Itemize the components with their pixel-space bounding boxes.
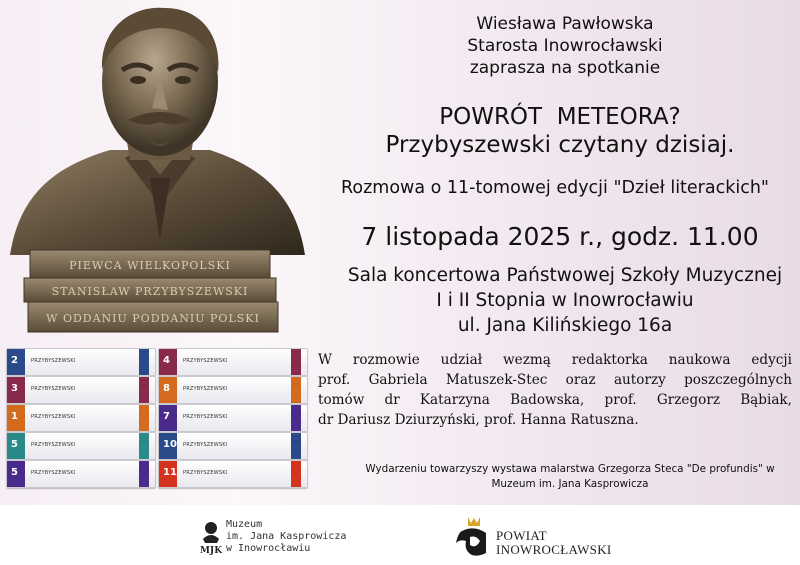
svg-text:MJK: MJK bbox=[199, 546, 223, 556]
note-line: Muzeum im. Jana Kasprowicza bbox=[491, 478, 649, 490]
description-line: prof. Gabriela Matuszek-Stec oraz autorzy poszczególnych bbox=[318, 372, 792, 388]
plinth-text-3: W ODDANIU PODDANIU POLSKI bbox=[46, 312, 260, 325]
crown-eagle-icon bbox=[452, 515, 494, 559]
venue-line-1: Sala koncertowa Państwowej Szkoły Muzycznej bbox=[347, 265, 783, 286]
book-volume: 8 PRZYBYSZEWSKI bbox=[158, 376, 308, 404]
event-title: POWRÓT METEORA? bbox=[439, 104, 681, 130]
event-title-2: Przybyszewski czytany dzisiaj. bbox=[385, 132, 735, 158]
book-volume: 7 PRZYBYSZEWSKI bbox=[158, 404, 308, 432]
venue-address: ul. Jana Kilińskiego 16a bbox=[457, 315, 673, 336]
museum-logo bbox=[198, 517, 347, 561]
bust-illustration bbox=[0, 0, 320, 340]
book-volume: 4 PRZYBYSZEWSKI bbox=[158, 348, 308, 376]
book-volume: 5 PRZYBYSZEWSKI bbox=[6, 460, 156, 488]
exhibition-note bbox=[340, 462, 800, 492]
book-volume: 10 PRZYBYSZEWSKI bbox=[158, 432, 308, 460]
book-volume: 11 PRZYBYSZEWSKI bbox=[158, 460, 308, 488]
book-volume: 5 PRZYBYSZEWSKI bbox=[6, 432, 156, 460]
plinth-text-2: STANISŁAW PRZYBYSZEWSKI bbox=[51, 285, 249, 298]
museum-portrait-icon bbox=[198, 519, 224, 559]
plinth-text-1: PIEWCA WIELKOPOLSKI bbox=[69, 259, 231, 272]
host-title: Starosta Inowrocławski bbox=[467, 36, 663, 56]
bust-svg bbox=[0, 0, 320, 340]
description-paragraph bbox=[318, 350, 792, 430]
books-stack bbox=[6, 338, 311, 498]
description-line: W rozmowie udział wezmą redaktorka naukowa edycji bbox=[318, 352, 792, 368]
description-line: tomów dr Katarzyna Badowska, prof. Grzegorz Bąbiak, bbox=[318, 392, 792, 408]
powiat-name bbox=[496, 529, 612, 557]
description-line: dr Dariusz Dziurzyński, prof. Hanna Ratuszna. bbox=[318, 412, 639, 428]
note-line: Wydarzeniu towarzyszy wystawa malarstwa Grzegorza Steca "De profundis" w bbox=[365, 463, 775, 475]
footer bbox=[0, 505, 800, 565]
venue-line-2: I i II Stopnia w Inowrocławiu bbox=[436, 290, 694, 311]
event-datetime: 7 listopada 2025 r., godz. 11.00 bbox=[361, 222, 759, 251]
museum-name bbox=[226, 519, 346, 555]
host-name: Wiesława Pawłowska bbox=[476, 14, 654, 34]
event-subtitle: Rozmowa o 11-tomowej edycji "Dzieł literackich" bbox=[341, 178, 769, 198]
book-volume: 2 PRZYBYSZEWSKI bbox=[6, 348, 156, 376]
museum-line: Muzeum bbox=[226, 519, 263, 530]
powiat-logo bbox=[452, 515, 632, 561]
powiat-line: POWIAT bbox=[496, 528, 547, 543]
book-volume: 1 PRZYBYSZEWSKI bbox=[6, 404, 156, 432]
museum-line: im. Jana Kasprowicza bbox=[226, 531, 347, 542]
invitation-line: zaprasza na spotkanie bbox=[469, 58, 661, 78]
powiat-line: INOWROCŁAWSKI bbox=[496, 542, 612, 557]
book-volume: 3 PRZYBYSZEWSKI bbox=[6, 376, 156, 404]
museum-line: w Inowrocławiu bbox=[226, 543, 311, 554]
